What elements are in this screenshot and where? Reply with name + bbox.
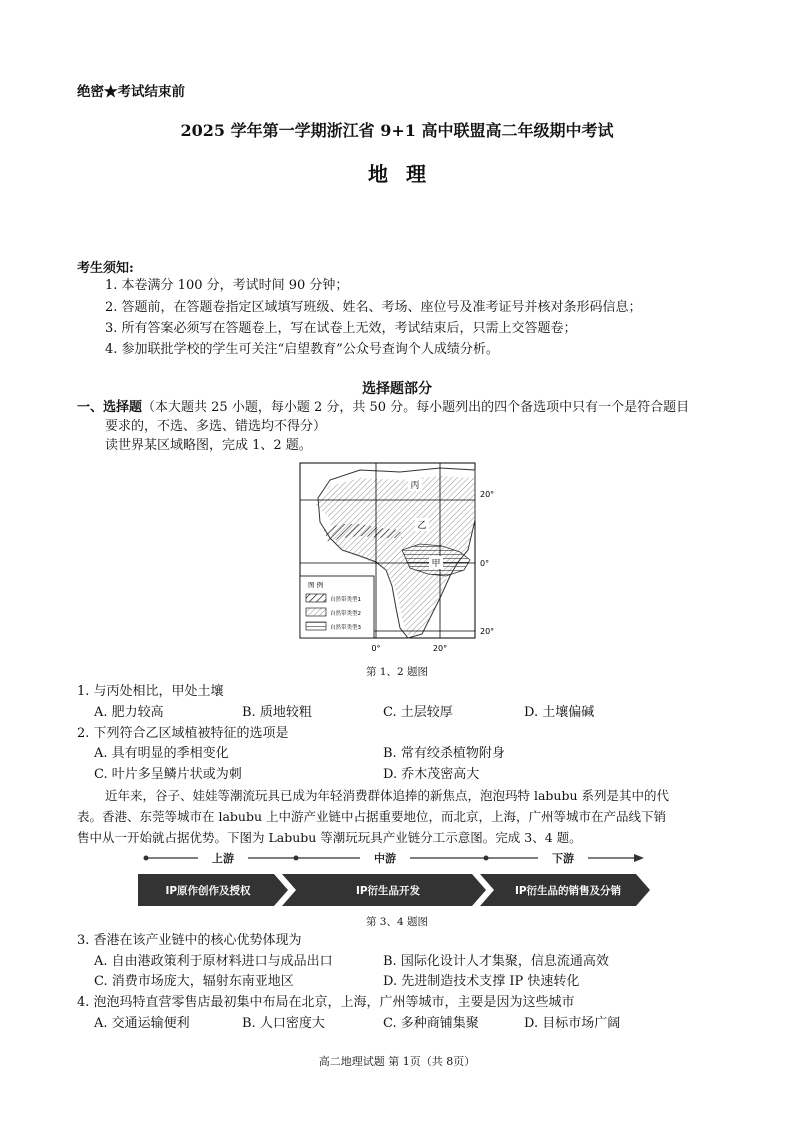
chain-step-2-label: IP衍生品开发 bbox=[355, 885, 421, 897]
q1-option: A. 肥力较高 bbox=[94, 705, 164, 720]
q3-stem: 3. 香港在该产业链中的核心优势体现为 bbox=[77, 933, 302, 948]
label-jia: 甲 bbox=[431, 559, 441, 569]
q1-option: B. 质地较粗 bbox=[242, 705, 312, 720]
section-title: 选择题部分 bbox=[362, 381, 432, 397]
q3-option: C. 消费市场庞大，辐射东南亚地区 bbox=[94, 974, 294, 989]
q4-option: A. 交通运输便利 bbox=[94, 1016, 190, 1031]
q1-option: D. 土壤偏碱 bbox=[524, 705, 595, 720]
q4-option: C. 多种商铺集聚 bbox=[383, 1016, 479, 1031]
lon-label-0: 0° bbox=[371, 644, 381, 653]
q4-stem: 4. 泡泡玛特直营零售店最初集中布局在北京，上海，广州等城市，主要是因为这些城市 bbox=[77, 995, 575, 1010]
q4-option: B. 人口密度大 bbox=[242, 1016, 325, 1031]
q3-option: D. 先进制造技术支撑 IP 快速转化 bbox=[383, 974, 580, 989]
exam-title: 2025 学年第一学期浙江省 9+1 高中联盟高二年级期中考试 bbox=[180, 121, 614, 140]
section-label: 一、选择题 bbox=[77, 400, 143, 415]
lat-label-20n: 20° bbox=[480, 490, 495, 499]
legend-title: 图 例 bbox=[308, 581, 324, 589]
region-map bbox=[290, 458, 510, 656]
map-intro: 读世界某区域略图，完成 1、2 题。 bbox=[105, 438, 312, 453]
legend-item-2: 自然带类型2 bbox=[330, 611, 361, 617]
notice-item: 3. 所有答案必须写在答题卷上，写在试卷上无效，考试结束后，只需上交答题卷； bbox=[105, 321, 577, 336]
notice-item: 1. 本卷满分 100 分，考试时间 90 分钟； bbox=[105, 278, 349, 293]
chain-caption: 第 3、4 题图 bbox=[365, 916, 429, 928]
chain-step-3-label: IP衍生品的销售及分销 bbox=[514, 885, 622, 897]
stage-upstream: 上游 bbox=[212, 852, 234, 865]
stage-midstream: 中游 bbox=[374, 852, 396, 865]
section-desc: （本大题共 25 小题，每小题 2 分，共 50 分。每小题列出的四个备选项中只有一个是符合题目 bbox=[142, 400, 690, 415]
legend-swatch-3 bbox=[306, 622, 326, 630]
page-footer: 高二地理试题 第 1页（共 8页） bbox=[318, 1055, 476, 1068]
legend-swatch-1 bbox=[306, 594, 326, 602]
q2-option: D. 乔木茂密高大 bbox=[383, 767, 480, 782]
q3-option: A. 自由港政策利于原材料进口与成品出口 bbox=[94, 954, 333, 969]
q2-option: A. 具有明显的季相变化 bbox=[94, 746, 229, 761]
lon-label-20e: 20° bbox=[432, 644, 448, 653]
section-heading bbox=[77, 398, 689, 418]
q1-option: C. 土层较厚 bbox=[383, 705, 453, 720]
q2-stem: 2. 下列符合乙区域植被特征的选项是 bbox=[77, 726, 289, 741]
subject-title: 地理 bbox=[368, 162, 444, 186]
q1-stem: 1. 与丙处相比，甲处土壤 bbox=[77, 684, 224, 699]
notice-item: 2. 答题前，在答题卷指定区域填写班级、姓名、考场、座位号及准考证号并核对条形码信息； bbox=[105, 300, 642, 315]
label-yi: 乙 bbox=[417, 521, 427, 531]
map-caption: 第 1、2 题图 bbox=[365, 666, 429, 678]
lat-label-0: 0° bbox=[480, 559, 490, 568]
notice-heading: 考生须知: bbox=[77, 261, 134, 276]
q3-option: B. 国际化设计人才集聚，信息流通高效 bbox=[383, 954, 609, 969]
section-desc-2: 要求的，不选、多选、错选均不得分） bbox=[105, 419, 327, 434]
legend-item-3: 自然带类型3 bbox=[330, 625, 361, 631]
q2-option: C. 叶片多呈鳞片状或为刺 bbox=[94, 767, 242, 782]
industry-chain-diagram bbox=[136, 848, 656, 908]
arrow-head-icon bbox=[634, 854, 644, 862]
q2-option: B. 常有绞杀植物附身 bbox=[383, 746, 505, 761]
stage-downstream: 下游 bbox=[552, 852, 574, 865]
passage-line: 售中从一开始就占据优势。下图为 Labubu 等潮玩玩具产业链分工示意图。完成 3、4 题。 bbox=[77, 830, 582, 845]
notice-item: 4. 参加联批学校的学生可关注“启望教育”公众号查询个人成绩分析。 bbox=[105, 342, 499, 357]
legend-item-1: 自然带类型1 bbox=[330, 597, 361, 603]
confidential-mark: 绝密★考试结束前 bbox=[77, 84, 185, 100]
q4-option: D. 目标市场广阔 bbox=[524, 1016, 621, 1031]
legend-swatch-2 bbox=[306, 608, 326, 616]
label-bing: 丙 bbox=[410, 481, 420, 491]
passage-line: 表。香港、东莞等城市在 labubu 上中游产业链中占据重要地位，而北京，上海，广州等城市在产品线下销 bbox=[77, 809, 667, 824]
chain-step-1-label: IP原作创作及授权 bbox=[165, 885, 251, 897]
passage-line: 近年来，谷子、娃娃等潮流玩具已成为年轻消费群体追捧的新焦点，泡泡玛特 labubu 系列是其中的代 bbox=[105, 788, 670, 803]
lat-label-20s: 20° bbox=[480, 627, 495, 636]
